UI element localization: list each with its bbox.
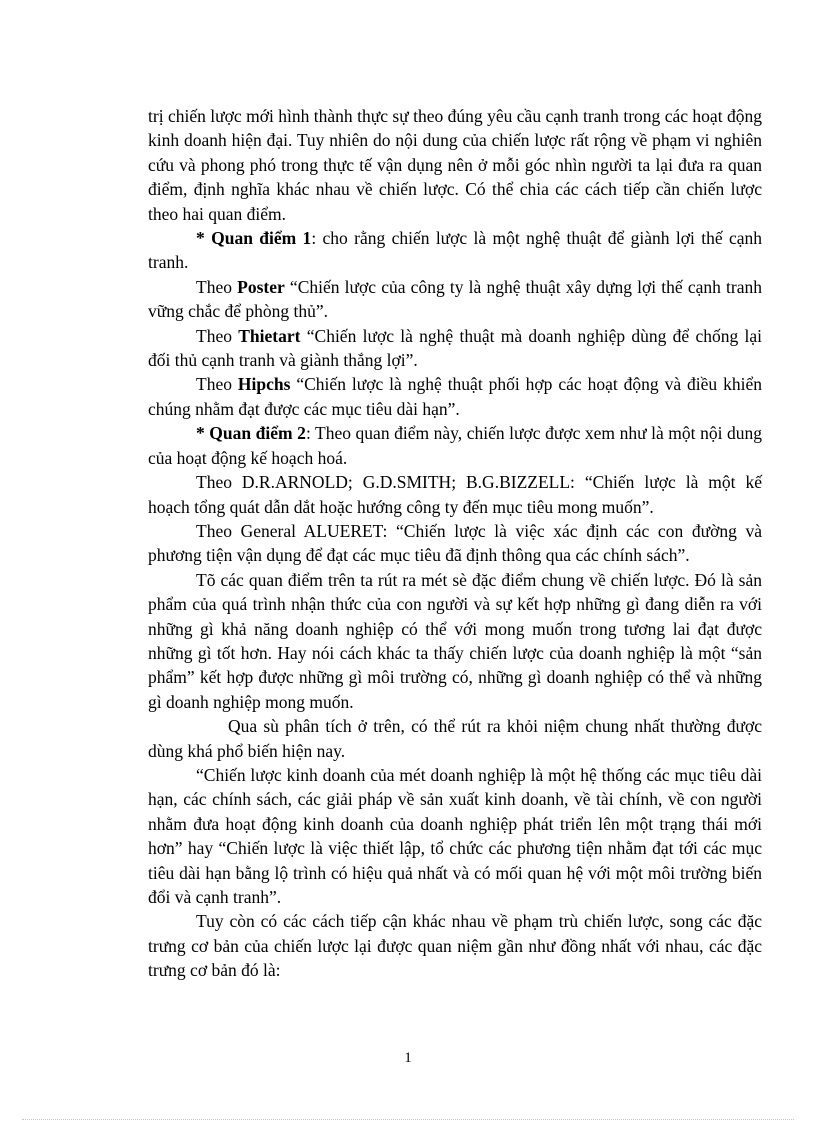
author-hipchs: Hipchs	[237, 374, 291, 395]
paragraph-common-features: Tõ các quan điểm trên ta rút ra mét sè đặc điểm chung về chiến lược. Đó là sản phẩm của quá trình nhận thức của con người và sự kết hợp những gì đang diễn ra với những gì khả năng doanh nghiệp có thể với mong muốn trong tương lai đạt được những gì tốt hơn. Hay nói cách khác ta thấy chiến lược của doanh nghiệp là một “sản phẩm” kết hợp được những gì môi trường có, những gì doanh nghiệp có thể và những gì doanh nghiệp mong muốn.	[148, 569, 762, 712]
paragraph-alueret: Theo General ALUERET: “Chiến lược là việc xác định các con đường và phương tiện vận dụng để đạt các mục tiêu đã định thông qua các chính sách”.	[148, 520, 762, 566]
paragraph-concept-intro: Qua sù phân tích ở trên, có thể rút ra khỏi niệm chung nhất thường được dùng khá phổ biến hiện nay.	[148, 716, 762, 761]
paragraph-hipchs	[148, 372, 762, 421]
author-thietart: Thietart	[238, 325, 301, 346]
thietart-quote: “Chiến lược là nghệ thuật mà doanh nghiệp dùng để chống lại đối thủ cạnh tranh và giành thắng lợi”.	[148, 325, 762, 371]
viewpoint-1-label: * Quan điểm 1	[196, 228, 312, 249]
author-poster: Poster	[237, 276, 285, 297]
paragraph-poster	[148, 275, 762, 324]
footer-divider	[22, 1119, 794, 1120]
viewpoint-1-text: : cho rằng chiến lược là một nghệ thuật để giành lợi thế cạnh tranh.	[148, 228, 762, 273]
paragraph-arnold: Theo D.R.ARNOLD; G.D.SMITH; B.G.BIZZELL: “Chiến lược là một kế hoạch tổng quát dẫn dắt hoặc hướng công ty đến mục tiêu mong muốn”.	[148, 472, 762, 517]
paragraph-viewpoint-2	[148, 421, 762, 470]
paragraph-characteristics: Tuy còn có các cách tiếp cận khác nhau về phạm trù chiến lược, song các đặc trưng cơ bản của chiến lược lại được quan niệm gần như đồng nhất với nhau, các đặc trưng cơ bản đó là:	[148, 911, 762, 981]
paragraph-intro: trị chiến lược mới hình thành thực sự theo đúng yêu cầu cạnh tranh trong các hoạt động kinh doanh hiện đại. Tuy nhiên do nội dung của chiến lược rất rộng về phạm vi nghiên cứu và phong phó trong thực tế vận dụng nên ở mỗi góc nhìn người ta lại đưa ra quan điểm, định nghĩa khác nhau về chiến lược. Có thể chia các cách tiếp cần chiến lược theo hai quan điểm.	[148, 106, 762, 224]
paragraph-thietart	[148, 324, 762, 373]
hipchs-quote: “Chiến lược là nghệ thuật phối hợp các hoạt động và điều khiển chúng nhằm đạt được các mục tiêu dài hạn”.	[148, 374, 762, 419]
hipchs-prefix: Theo	[196, 374, 238, 395]
paragraph-viewpoint-1	[148, 226, 762, 275]
viewpoint-2-text: : Theo quan điểm này, chiến lược được xem như là một nội dung của hoạt động kế hoạch hoá.	[148, 423, 762, 468]
poster-prefix: Theo	[196, 276, 238, 297]
page-number: 1	[404, 1050, 412, 1066]
paragraph-definition: “Chiến lược kinh doanh của mét doanh nghiệp là một hệ thống các mục tiêu dài hạn, các chính sách, các giải pháp về sản xuất kinh doanh, về tài chính, về con người nhằm đưa hoạt động kinh doanh của doanh nghiệp phát triển lên một trạng thái mới hơn” hay “Chiến lược là việc thiết lập, tổ chức các phương tiện nhằm đạt tới các mục tiêu dài hạn bằng lộ trình có hiệu quả nhất và có mối quan hệ với một môi trường biến đổi và cạnh tranh”.	[148, 764, 762, 907]
viewpoint-2-label: * Quan điểm 2	[196, 423, 306, 444]
document-body	[148, 104, 762, 983]
poster-quote: “Chiến lược của công ty là nghệ thuật xây dựng lợi thế cạnh tranh vững chắc để phòng thủ”.	[148, 276, 762, 322]
thietart-prefix: Theo	[196, 325, 239, 346]
